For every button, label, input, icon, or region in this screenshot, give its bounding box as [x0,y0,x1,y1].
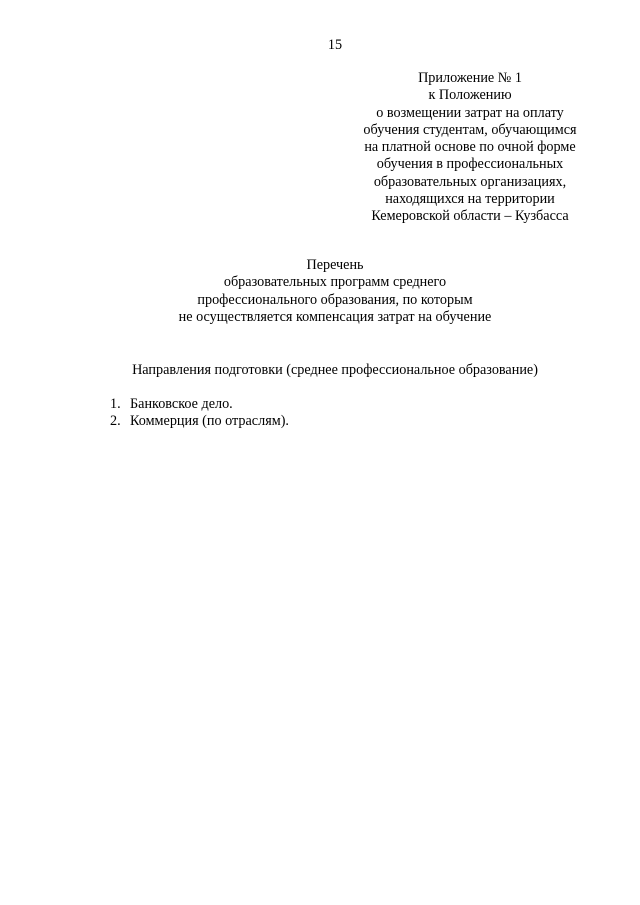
program-list [110,396,289,431]
list-item-text: Банковское дело. [130,396,233,412]
appendix-line: находящихся на территории [385,191,555,208]
title-line: не осуществляется компенсация затрат на обучение [178,308,492,325]
appendix-line: о возмещении затрат на оплату [376,104,564,121]
appendix-line: Кемеровской области – Кузбасса [371,208,569,225]
appendix-line: обучения в профессиональных [376,156,564,173]
appendix-line: к Положению [428,87,512,104]
appendix-line: Приложение № 1 [418,70,522,86]
list-item-number: 1. [110,396,121,412]
list-item [110,413,289,430]
document-title [0,257,640,326]
appendix-header [320,70,620,226]
appendix-line: обучения студентам, обучающимся [363,121,577,138]
list-item [110,396,289,413]
title-line: Перечень [306,257,364,273]
list-item-text: Коммерция (по отраслям). [130,413,289,430]
list-item-number: 2. [110,413,121,430]
page-number: 15 [327,37,343,53]
title-line: образовательных программ среднего [223,274,447,291]
appendix-line: образовательных организациях, [373,173,567,190]
title-line: профессионального образования, по которым [197,291,473,308]
appendix-line: на платной основе по очной форме [364,139,576,156]
section-heading: Направления подготовки (среднее профессиональное образование) [132,362,538,378]
